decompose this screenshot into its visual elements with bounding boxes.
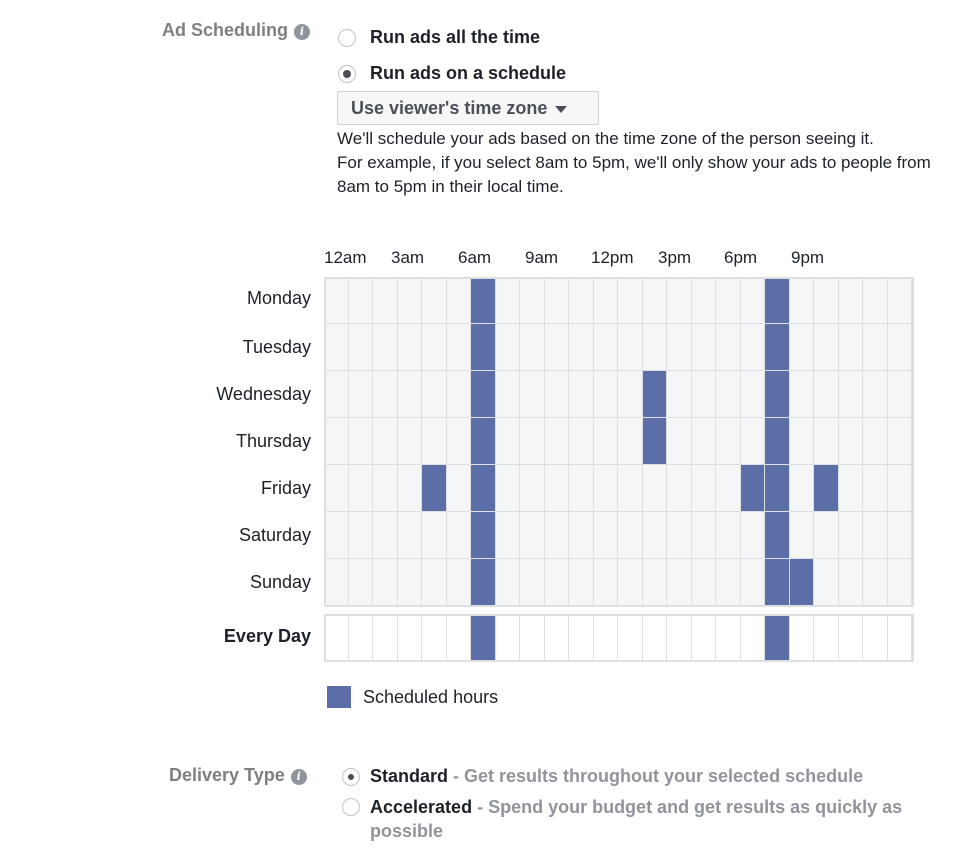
schedule-cell[interactable] (888, 465, 913, 512)
schedule-cell[interactable] (594, 512, 619, 559)
schedule-cell-scheduled[interactable] (422, 465, 447, 512)
schedule-cell[interactable] (422, 512, 447, 559)
schedule-cell[interactable] (814, 324, 839, 371)
schedule-cell[interactable] (545, 418, 570, 465)
schedule-cell[interactable] (814, 277, 839, 324)
ad-scheduling-label (162, 20, 310, 41)
schedule-cell[interactable] (569, 465, 594, 512)
schedule-cell[interactable] (569, 371, 594, 418)
schedule-cell[interactable] (814, 512, 839, 559)
schedule-cell[interactable] (790, 418, 815, 465)
schedule-cell[interactable] (888, 277, 913, 324)
schedule-cell[interactable] (349, 465, 374, 512)
schedule-cell[interactable] (349, 418, 374, 465)
schedule-cell[interactable] (643, 277, 668, 324)
schedule-cell[interactable] (741, 324, 766, 371)
schedule-cell[interactable] (496, 418, 521, 465)
schedule-cell[interactable] (863, 418, 888, 465)
schedule-cell[interactable] (422, 559, 447, 606)
schedule-cell[interactable] (716, 277, 741, 324)
radio-button-selected[interactable] (338, 65, 356, 83)
schedule-row-every-day (324, 614, 912, 662)
schedule-cell[interactable] (447, 371, 472, 418)
schedule-cell[interactable] (398, 277, 423, 324)
chevron-down-icon (555, 106, 567, 113)
schedule-cell[interactable] (569, 324, 594, 371)
schedule-cell[interactable] (643, 559, 668, 606)
schedule-cell[interactable] (373, 614, 398, 662)
schedule-cell[interactable] (692, 512, 717, 559)
schedule-cell[interactable] (790, 277, 815, 324)
schedule-cell[interactable] (888, 559, 913, 606)
schedule-cell[interactable] (692, 465, 717, 512)
schedule-cell[interactable] (594, 559, 619, 606)
description-line-2: For example, if you select 8am to 5pm, we'll only show your ads to people from 8am to 5pm in their local time. (337, 153, 931, 196)
schedule-cell-scheduled[interactable] (741, 465, 766, 512)
schedule-cell[interactable] (839, 277, 864, 324)
schedule-cell[interactable] (324, 418, 349, 465)
schedule-cell[interactable] (667, 371, 692, 418)
radio-delivery-standard[interactable] (342, 766, 863, 787)
info-icon[interactable]: i (294, 24, 310, 40)
schedule-cell[interactable] (496, 465, 521, 512)
schedule-cell[interactable] (545, 614, 570, 662)
schedule-cell[interactable] (618, 559, 643, 606)
schedule-cell[interactable] (349, 559, 374, 606)
schedule-row-monday (324, 277, 912, 324)
day-label-saturday: Saturday (238, 525, 311, 545)
run-on-schedule-label: Run ads on a schedule (370, 63, 567, 83)
schedule-cell[interactable] (569, 512, 594, 559)
schedule-cell[interactable] (790, 512, 815, 559)
schedule-cell[interactable] (741, 559, 766, 606)
schedule-cell[interactable] (594, 418, 619, 465)
accelerated-description: Spend your budget and get results as quickly as possible (370, 797, 903, 841)
schedule-cell[interactable] (373, 512, 398, 559)
schedule-cell[interactable] (618, 614, 643, 662)
schedule-cell[interactable] (863, 559, 888, 606)
accelerated-separator: - (472, 797, 489, 817)
schedule-cell[interactable] (447, 512, 472, 559)
schedule-cell-scheduled[interactable] (765, 512, 790, 559)
schedule-cell[interactable] (520, 418, 545, 465)
schedule-cell[interactable] (741, 418, 766, 465)
hour-label-6pm: 6pm (724, 248, 758, 267)
schedule-cell-scheduled[interactable] (765, 614, 790, 662)
radio-button-unselected[interactable] (342, 798, 360, 816)
schedule-cell[interactable] (324, 614, 349, 662)
schedule-cell[interactable] (520, 512, 545, 559)
radio-dot (348, 774, 354, 780)
schedule-cell-scheduled[interactable] (814, 465, 839, 512)
schedule-cell[interactable] (569, 614, 594, 662)
schedule-cell[interactable] (716, 371, 741, 418)
schedule-cell[interactable] (496, 324, 521, 371)
schedule-cell[interactable] (422, 324, 447, 371)
hour-label-3am: 3am (391, 248, 425, 267)
schedule-cell[interactable] (814, 614, 839, 662)
run-all-time-label: Run ads all the time (370, 27, 541, 47)
schedule-cell[interactable] (447, 465, 472, 512)
schedule-cell[interactable] (716, 614, 741, 662)
radio-button-unselected[interactable] (338, 29, 356, 47)
schedule-cell[interactable] (888, 324, 913, 371)
schedule-cell[interactable] (349, 371, 374, 418)
timezone-description (337, 127, 947, 199)
accelerated-option-label (370, 795, 932, 843)
schedule-cell-scheduled[interactable] (471, 512, 496, 559)
schedule-cell-scheduled[interactable] (765, 465, 790, 512)
schedule-cell[interactable] (324, 559, 349, 606)
standard-name: Standard (370, 766, 449, 786)
schedule-cell[interactable] (545, 559, 570, 606)
schedule-cell[interactable] (447, 277, 472, 324)
schedule-cell[interactable] (398, 371, 423, 418)
hour-label-9pm: 9pm (791, 248, 825, 267)
schedule-cell[interactable] (741, 614, 766, 662)
schedule-cell[interactable] (741, 512, 766, 559)
schedule-cell-scheduled[interactable] (765, 277, 790, 324)
schedule-cell[interactable] (447, 614, 472, 662)
description-line-1: We'll schedule your ads based on the time zone of the person seeing it. (337, 129, 874, 148)
ad-scheduling-label-text: Ad Scheduling (162, 20, 288, 40)
schedule-cell[interactable] (692, 277, 717, 324)
schedule-cell[interactable] (839, 371, 864, 418)
schedule-cell[interactable] (618, 512, 643, 559)
schedule-cell[interactable] (569, 418, 594, 465)
hour-label-12pm: 12pm (591, 248, 634, 267)
schedule-row-tuesday (324, 324, 912, 371)
day-label-sunday: Sunday (249, 572, 311, 592)
timezone-dropdown[interactable] (337, 91, 599, 125)
schedule-cell-scheduled[interactable] (765, 324, 790, 371)
schedule-cell[interactable] (618, 371, 643, 418)
schedule-cell-scheduled[interactable] (765, 418, 790, 465)
timezone-dropdown-label: Use viewer's time zone (351, 97, 548, 118)
schedule-cell-scheduled[interactable] (643, 418, 668, 465)
schedule-row-sunday (324, 559, 912, 606)
schedule-cell[interactable] (594, 465, 619, 512)
scheduled-hours-legend: Scheduled hours (363, 687, 499, 707)
schedule-cell-scheduled[interactable] (471, 465, 496, 512)
schedule-cell-scheduled[interactable] (471, 277, 496, 324)
schedule-cell[interactable] (790, 465, 815, 512)
schedule-cell[interactable] (863, 324, 888, 371)
day-label-every-day: Every Day (223, 626, 311, 646)
schedule-cell[interactable] (643, 465, 668, 512)
schedule-cell[interactable] (520, 614, 545, 662)
schedule-cell[interactable] (692, 371, 717, 418)
schedule-cell[interactable] (324, 277, 349, 324)
scheduled-hours-swatch (327, 686, 351, 708)
schedule-cell[interactable] (643, 614, 668, 662)
day-label-thursday: Thursday (235, 431, 311, 451)
schedule-cell[interactable] (863, 277, 888, 324)
schedule-cell[interactable] (667, 277, 692, 324)
schedule-row-wednesday (324, 371, 912, 418)
schedule-cell[interactable] (569, 559, 594, 606)
schedule-cell[interactable] (790, 614, 815, 662)
schedule-cell[interactable] (349, 324, 374, 371)
schedule-cell[interactable] (594, 614, 619, 662)
schedule-cell[interactable] (667, 418, 692, 465)
schedule-cell[interactable] (373, 559, 398, 606)
schedule-cell[interactable] (349, 512, 374, 559)
schedule-cell[interactable] (373, 277, 398, 324)
day-label-wednesday: Wednesday (216, 384, 311, 404)
schedule-cell[interactable] (692, 614, 717, 662)
schedule-cell[interactable] (496, 559, 521, 606)
hour-label-12am: 12am (324, 248, 367, 267)
schedule-cell[interactable] (839, 512, 864, 559)
schedule-cell[interactable] (545, 277, 570, 324)
schedule-cell[interactable] (863, 512, 888, 559)
schedule-cell[interactable] (790, 371, 815, 418)
schedule-cell[interactable] (324, 324, 349, 371)
schedule-cell[interactable] (814, 418, 839, 465)
schedule-cell[interactable] (520, 277, 545, 324)
schedule-cell-scheduled[interactable] (471, 371, 496, 418)
schedule-row-thursday (324, 418, 912, 465)
schedule-cell[interactable] (863, 614, 888, 662)
schedule-cell[interactable] (422, 418, 447, 465)
schedule-cell[interactable] (520, 559, 545, 606)
schedule-cell[interactable] (667, 324, 692, 371)
schedule-cell[interactable] (790, 324, 815, 371)
schedule-cell[interactable] (324, 512, 349, 559)
schedule-cell[interactable] (398, 465, 423, 512)
schedule-cell[interactable] (520, 324, 545, 371)
schedule-cell[interactable] (422, 371, 447, 418)
schedule-cell[interactable] (839, 614, 864, 662)
schedule-cell-scheduled[interactable] (471, 614, 496, 662)
day-label-tuesday: Tuesday (242, 337, 311, 357)
schedule-cell[interactable] (373, 324, 398, 371)
schedule-cell[interactable] (618, 465, 643, 512)
schedule-cell[interactable] (716, 559, 741, 606)
schedule-cell[interactable] (373, 371, 398, 418)
schedule-cell[interactable] (863, 371, 888, 418)
schedule-cell[interactable] (618, 418, 643, 465)
schedule-cell[interactable] (520, 371, 545, 418)
schedule-cell[interactable] (667, 465, 692, 512)
schedule-cell[interactable] (888, 418, 913, 465)
schedule-cell[interactable] (545, 465, 570, 512)
schedule-cell[interactable] (594, 324, 619, 371)
schedule-cell[interactable] (888, 512, 913, 559)
schedule-cell[interactable] (716, 465, 741, 512)
schedule-row-friday (324, 465, 912, 512)
info-icon[interactable]: i (291, 769, 307, 785)
standard-description: Get results throughout your selected schedule (464, 766, 864, 786)
schedule-cell-scheduled[interactable] (471, 418, 496, 465)
schedule-cell[interactable] (618, 324, 643, 371)
hour-label-3pm: 3pm (658, 248, 692, 267)
hour-label-6am: 6am (458, 248, 492, 267)
schedule-cell[interactable] (496, 614, 521, 662)
schedule-cell[interactable] (888, 371, 913, 418)
schedule-cell[interactable] (545, 371, 570, 418)
schedule-cell[interactable] (692, 324, 717, 371)
schedule-cell[interactable] (667, 614, 692, 662)
schedule-cell[interactable] (594, 277, 619, 324)
radio-dot (343, 70, 351, 78)
schedule-cell[interactable] (888, 614, 913, 662)
schedule-cell[interactable] (447, 324, 472, 371)
schedule-cell[interactable] (839, 324, 864, 371)
schedule-cell[interactable] (692, 418, 717, 465)
day-label-friday: Friday (260, 478, 311, 498)
day-label-monday: Monday (246, 288, 311, 308)
schedule-cell[interactable] (496, 512, 521, 559)
radio-run-all-time[interactable] (338, 27, 540, 48)
schedule-cell-scheduled[interactable] (790, 559, 815, 606)
schedule-cell[interactable] (398, 324, 423, 371)
schedule-cell-scheduled[interactable] (643, 371, 668, 418)
accelerated-name: Accelerated (370, 797, 473, 817)
schedule-cell[interactable] (373, 465, 398, 512)
schedule-cell[interactable] (398, 512, 423, 559)
schedule-cell[interactable] (545, 512, 570, 559)
hour-label-9am: 9am (525, 248, 559, 267)
schedule-cell[interactable] (863, 465, 888, 512)
schedule-cell[interactable] (839, 418, 864, 465)
schedule-cell-scheduled[interactable] (471, 324, 496, 371)
schedule-cell[interactable] (545, 324, 570, 371)
schedule-cell[interactable] (643, 324, 668, 371)
schedule-cell[interactable] (324, 371, 349, 418)
schedule-cell[interactable] (422, 614, 447, 662)
schedule-cell[interactable] (569, 277, 594, 324)
schedule-cell[interactable] (398, 418, 423, 465)
schedule-cell[interactable] (618, 277, 643, 324)
schedule-cell-scheduled[interactable] (471, 559, 496, 606)
schedule-cell[interactable] (741, 371, 766, 418)
radio-button-selected[interactable] (342, 768, 360, 786)
schedule-cell[interactable] (667, 512, 692, 559)
schedule-cell[interactable] (496, 371, 521, 418)
schedule-cell[interactable] (349, 277, 374, 324)
schedule-cell[interactable] (839, 465, 864, 512)
schedule-cell[interactable] (839, 559, 864, 606)
schedule-cell[interactable] (447, 418, 472, 465)
schedule-cell[interactable] (373, 418, 398, 465)
schedule-cell[interactable] (398, 614, 423, 662)
schedule-cell-scheduled[interactable] (765, 371, 790, 418)
schedule-cell[interactable] (716, 512, 741, 559)
radio-delivery-accelerated[interactable] (342, 795, 932, 843)
schedule-cell[interactable] (692, 559, 717, 606)
schedule-cell[interactable] (447, 559, 472, 606)
schedule-cell[interactable] (716, 418, 741, 465)
schedule-cell[interactable] (814, 559, 839, 606)
standard-option-label (370, 766, 863, 787)
schedule-cell[interactable] (594, 371, 619, 418)
schedule-cell[interactable] (667, 559, 692, 606)
schedule-cell[interactable] (520, 465, 545, 512)
schedule-row-saturday (324, 512, 912, 559)
schedule-cell[interactable] (716, 324, 741, 371)
schedule-cell[interactable] (398, 559, 423, 606)
schedule-cell[interactable] (814, 371, 839, 418)
standard-separator: - (448, 766, 465, 786)
schedule-cell[interactable] (496, 277, 521, 324)
schedule-cell[interactable] (324, 465, 349, 512)
radio-run-on-schedule[interactable] (338, 63, 566, 84)
delivery-type-label (169, 765, 307, 786)
delivery-type-label-text: Delivery Type (169, 765, 285, 785)
schedule-cell-scheduled[interactable] (765, 559, 790, 606)
schedule-cell[interactable] (349, 614, 374, 662)
schedule-cell[interactable] (422, 277, 447, 324)
schedule-cell[interactable] (643, 512, 668, 559)
schedule-cell[interactable] (741, 277, 766, 324)
